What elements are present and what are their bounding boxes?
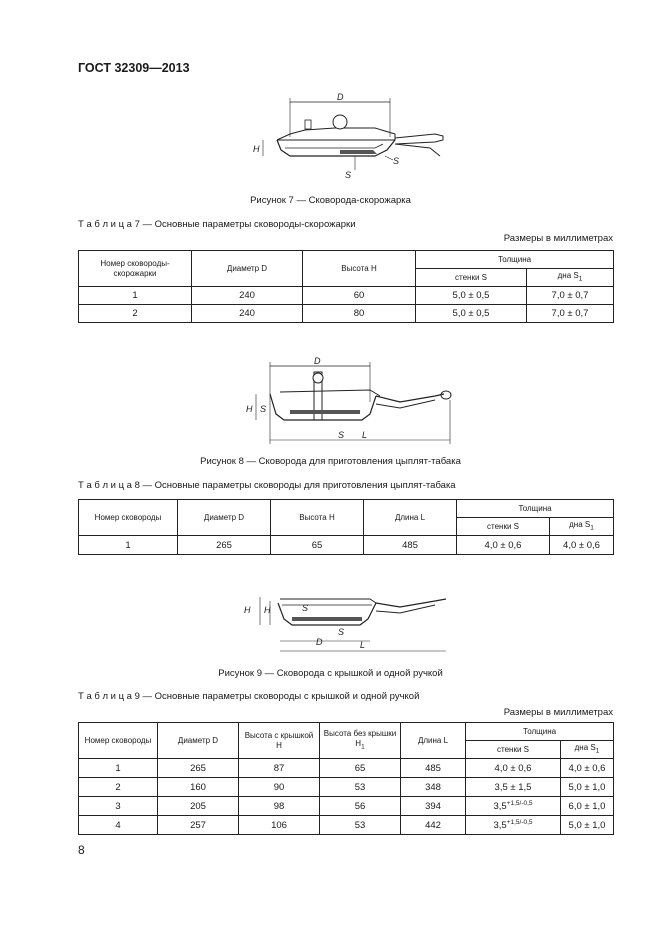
t9-cell: 6,0 ± 1,0 — [561, 797, 614, 816]
figure-7-caption: Рисунок 7 — Сковорода-скорожарка — [250, 195, 411, 206]
fig8-label-l: L — [362, 430, 368, 440]
t9-wall-value: 3,5 — [493, 801, 507, 813]
table-8-title: Т а б л и ц а 8 — Основные параметры сковороды для приготовления цыплят-табака — [78, 480, 456, 491]
t9-header-height-lid: Высота с крышкой H — [239, 723, 320, 759]
t9-header-height-nolid-sub: 1 — [361, 743, 365, 751]
t9-cell: 485 — [401, 759, 466, 778]
t8-header-wall: стенки S — [457, 518, 550, 536]
t7-cell: 240 — [192, 287, 303, 305]
fig9-label-d: D — [316, 637, 323, 647]
t9-header-wall: стенки S — [466, 741, 561, 759]
t9-cell: 98 — [239, 797, 320, 816]
t9-cell: 4,0 ± 0,6 — [561, 759, 614, 778]
t9-cell: 56 — [320, 797, 401, 816]
fig7-label-h: H — [253, 144, 260, 154]
t8-header-bottom-text: дна S — [569, 519, 591, 529]
table-9 — [78, 722, 614, 835]
fig9-label-s1: S — [338, 627, 345, 637]
t7-header-bottom-sub: 1 — [578, 275, 583, 283]
page-number: 8 — [78, 843, 85, 857]
t9-cell: 4 — [79, 816, 158, 835]
t8-header-thickness: Толщина — [457, 500, 614, 518]
t9-wall-value: 3,5 ± 1,5 — [494, 782, 532, 794]
t7-cell: 5,0 ± 0,5 — [416, 287, 527, 305]
t9-cell: 265 — [158, 759, 239, 778]
t7-cell: 240 — [192, 305, 303, 323]
t9-wall-value: 3,5 — [493, 820, 507, 832]
table-9-title: Т а б л и ц а 9 — Основные параметры сковороды с крышкой и одной ручкой — [78, 691, 420, 702]
t9-header-height-nolid-text: Высота без крышки H — [323, 728, 397, 748]
fig9-label-h1: H — [264, 605, 271, 615]
t9-cell: 5,0 ± 1,0 — [561, 816, 614, 835]
t9-header-bottom-text: дна S — [574, 742, 596, 752]
figure-7-drawing — [245, 92, 455, 184]
fig7-label-d: D — [337, 92, 344, 102]
fig9-label-s: S — [302, 603, 309, 613]
fig8-label-s: S — [260, 404, 267, 414]
t9-cell: 3 — [79, 797, 158, 816]
t9-wall-value: 4,0 ± 0,6 — [494, 763, 532, 775]
t9-cell-wall — [466, 759, 561, 778]
t7-cell: 1 — [79, 287, 192, 305]
t7-cell: 60 — [303, 287, 416, 305]
t9-header-height-nolid — [320, 723, 401, 759]
table-7-units: Размеры в миллиметрах — [503, 233, 613, 244]
table-7-title: Т а б л и ц а 7 — Основные параметры сковороды-скорожарки — [78, 219, 356, 230]
table-9-units: Размеры в миллиметрах — [503, 707, 613, 718]
t9-cell: 160 — [158, 778, 239, 797]
t9-header-bottom-sub: 1 — [595, 747, 600, 755]
t9-header-length: Длина L — [401, 723, 466, 759]
table-row — [79, 305, 614, 323]
table-row — [79, 816, 614, 835]
fig9-label-h: H — [244, 605, 251, 615]
table-8 — [78, 499, 614, 555]
t7-cell: 5,0 ± 0,5 — [416, 305, 527, 323]
t7-cell: 7,0 ± 0,7 — [527, 305, 614, 323]
t9-wall-tolerance: +1,5/-0,5 — [506, 799, 533, 807]
t8-header-height: Высота H — [271, 500, 364, 536]
t7-cell: 7,0 ± 0,7 — [527, 287, 614, 305]
t7-header-wall: стенки S — [416, 269, 527, 287]
t9-cell: 257 — [158, 816, 239, 835]
t8-header-number: Номер сковороды — [79, 500, 178, 536]
t9-cell: 65 — [320, 759, 401, 778]
t9-cell: 87 — [239, 759, 320, 778]
t9-cell: 442 — [401, 816, 466, 835]
t8-cell: 265 — [178, 536, 271, 555]
t8-header-bottom — [550, 518, 614, 536]
fig8-label-h: H — [246, 404, 253, 414]
table-row — [79, 536, 614, 555]
t9-cell: 53 — [320, 778, 401, 797]
fig7-label-s: S — [393, 156, 400, 166]
fig8-label-s1: S — [338, 430, 345, 440]
t9-cell: 53 — [320, 816, 401, 835]
t9-cell: 2 — [79, 778, 158, 797]
t8-cell: 1 — [79, 536, 178, 555]
t9-wall-tolerance: +1,5/-0,5 — [506, 818, 533, 826]
t9-cell: 348 — [401, 778, 466, 797]
standard-header: ГОСТ 32309—2013 — [78, 61, 190, 75]
figure-9-drawing — [240, 585, 455, 660]
t9-header-thickness: Толщина — [466, 723, 614, 741]
t9-cell-wall — [466, 797, 561, 816]
table-row — [79, 778, 614, 797]
fig7-label-s1: S — [345, 170, 352, 180]
t9-header-bottom — [561, 741, 614, 759]
table-7 — [78, 250, 614, 323]
t7-header-number: Номер сковороды-скорожарки — [79, 251, 192, 287]
t9-cell: 205 — [158, 797, 239, 816]
fig9-label-l: L — [360, 640, 366, 650]
t8-cell: 65 — [271, 536, 364, 555]
figure-9-caption: Рисунок 9 — Сковорода с крышкой и одной ручкой — [218, 668, 443, 679]
t8-cell: 485 — [364, 536, 457, 555]
t9-cell: 5,0 ± 1,0 — [561, 778, 614, 797]
t8-header-length: Длина L — [364, 500, 457, 536]
t7-header-bottom-text: дна S — [557, 270, 579, 280]
figure-8-caption: Рисунок 8 — Сковорода для приготовления цыплят-табака — [200, 456, 461, 467]
t8-header-diameter: Диаметр D — [178, 500, 271, 536]
table-row — [79, 797, 614, 816]
t9-cell: 1 — [79, 759, 158, 778]
t7-header-height: Высота H — [303, 251, 416, 287]
t7-header-diameter: Диаметр D — [192, 251, 303, 287]
t7-header-thickness: Толщина — [416, 251, 614, 269]
t7-cell: 2 — [79, 305, 192, 323]
figure-8-drawing — [240, 352, 460, 450]
t7-cell: 80 — [303, 305, 416, 323]
t9-cell: 394 — [401, 797, 466, 816]
table-row — [79, 287, 614, 305]
t8-header-bottom-sub: 1 — [590, 524, 594, 532]
t9-cell: 106 — [239, 816, 320, 835]
t7-header-bottom — [527, 269, 614, 287]
t9-cell-wall — [466, 816, 561, 835]
fig8-label-d: D — [314, 356, 321, 366]
t9-header-number: Номер сковороды — [79, 723, 158, 759]
t8-cell: 4,0 ± 0,6 — [550, 536, 614, 555]
table-row — [79, 759, 614, 778]
t9-header-diameter: Диаметр D — [158, 723, 239, 759]
t9-cell: 90 — [239, 778, 320, 797]
t9-cell-wall — [466, 778, 561, 797]
t8-cell: 4,0 ± 0,6 — [457, 536, 550, 555]
